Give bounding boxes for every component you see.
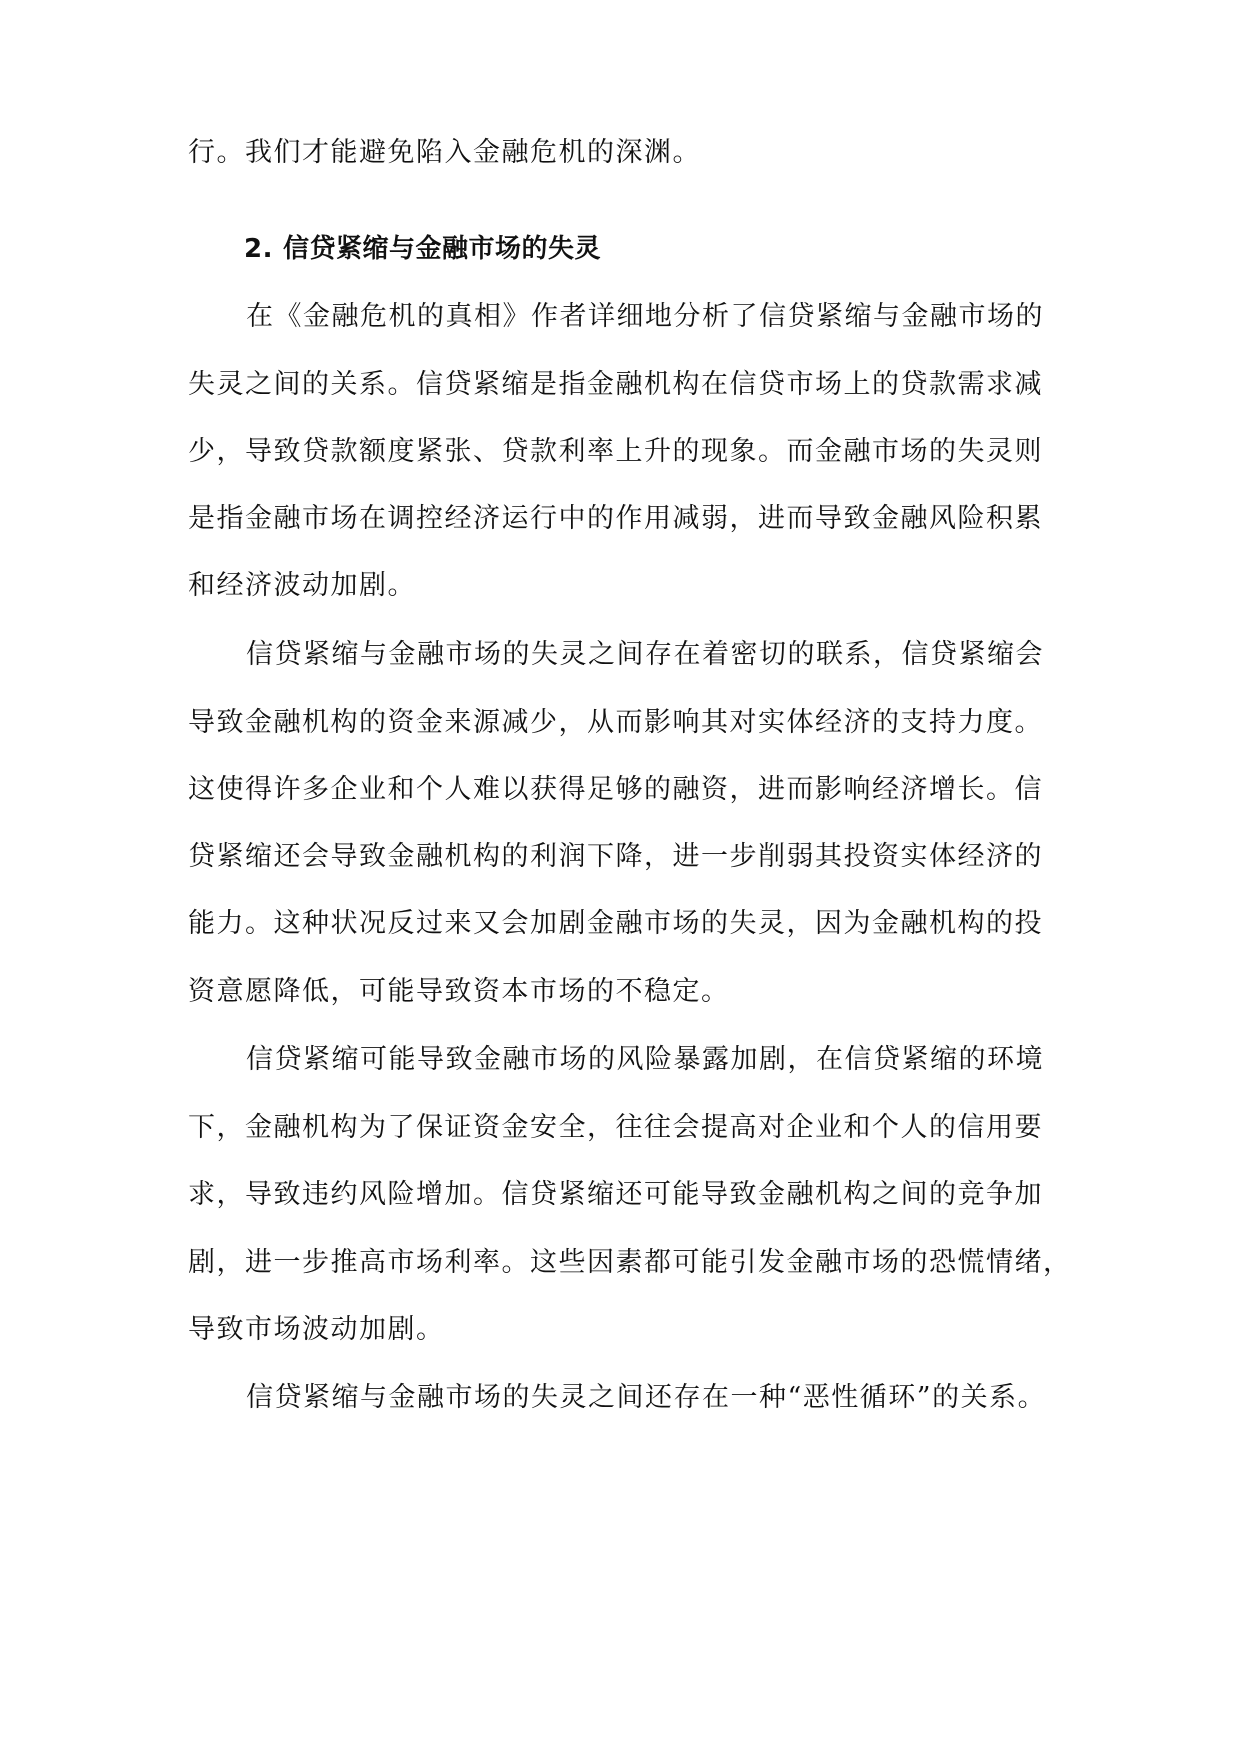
paragraph-1-line-3: 少，导致贷款额度紧张、贷款利率上升的现象。而金融市场的失灵则	[188, 436, 1043, 467]
paragraph-3-line-2: 下，金融机构为了保证资金安全，往往会提高对企业和个人的信用要	[188, 1112, 1043, 1143]
paragraph-2-line-3: 这使得许多企业和个人难以获得足够的融资，进而影响经济增长。信	[188, 774, 1043, 805]
section-number: 2.	[244, 234, 273, 264]
paragraph-2-line-5: 能力。这种状况反过来又会加剧金融市场的失灵，因为金融机构的投	[188, 908, 1043, 939]
paragraph-2-line-1: 信贷紧缩与金融市场的失灵之间存在着密切的联系，信贷紧缩会	[246, 639, 1044, 670]
paragraph-3-line-1: 信贷紧缩可能导致金融市场的风险暴露加剧，在信贷紧缩的环境	[246, 1044, 1044, 1075]
section-title: 信贷紧缩与金融市场的失灵	[282, 234, 601, 264]
paragraph-2-line-6: 资意愿降低，可能导致资本市场的不稳定。	[188, 976, 730, 1007]
paragraph-1-line-4: 是指金融市场在调控经济运行中的作用减弱，进而导致金融风险积累	[188, 503, 1043, 534]
paragraph-1-line-2: 失灵之间的关系。信贷紧缩是指金融机构在信贷市场上的贷款需求减	[188, 369, 1043, 400]
paragraph-1-line-5: 和经济波动加剧。	[188, 570, 416, 601]
paragraph-3-line-3: 求，导致违约风险增加。信贷紧缩还可能导致金融机构之间的竞争加	[188, 1179, 1043, 1210]
paragraph-1-line-1: 在《金融危机的真相》作者详细地分析了信贷紧缩与金融市场的	[246, 301, 1044, 332]
paragraph-3-line-5: 导致市场波动加剧。	[188, 1314, 445, 1345]
paragraph-2-line-4: 贷紧缩还会导致金融机构的利润下降，进一步削弱其投资实体经济的	[188, 841, 1043, 872]
paragraph-fragment-line: 行。我们才能避免陷入金融危机的深渊。	[188, 137, 701, 168]
paragraph-2-line-2: 导致金融机构的资金来源减少，从而影响其对实体经济的支持力度。	[188, 707, 1043, 738]
paragraph-3-line-4: 剧，进一步推高市场利率。这些因素都可能引发金融市场的恐慌情绪，	[188, 1247, 1072, 1278]
paragraph-4-line-1: 信贷紧缩与金融市场的失灵之间还存在一种“恶性循环”的关系。	[246, 1382, 1047, 1413]
section-heading	[244, 232, 601, 266]
